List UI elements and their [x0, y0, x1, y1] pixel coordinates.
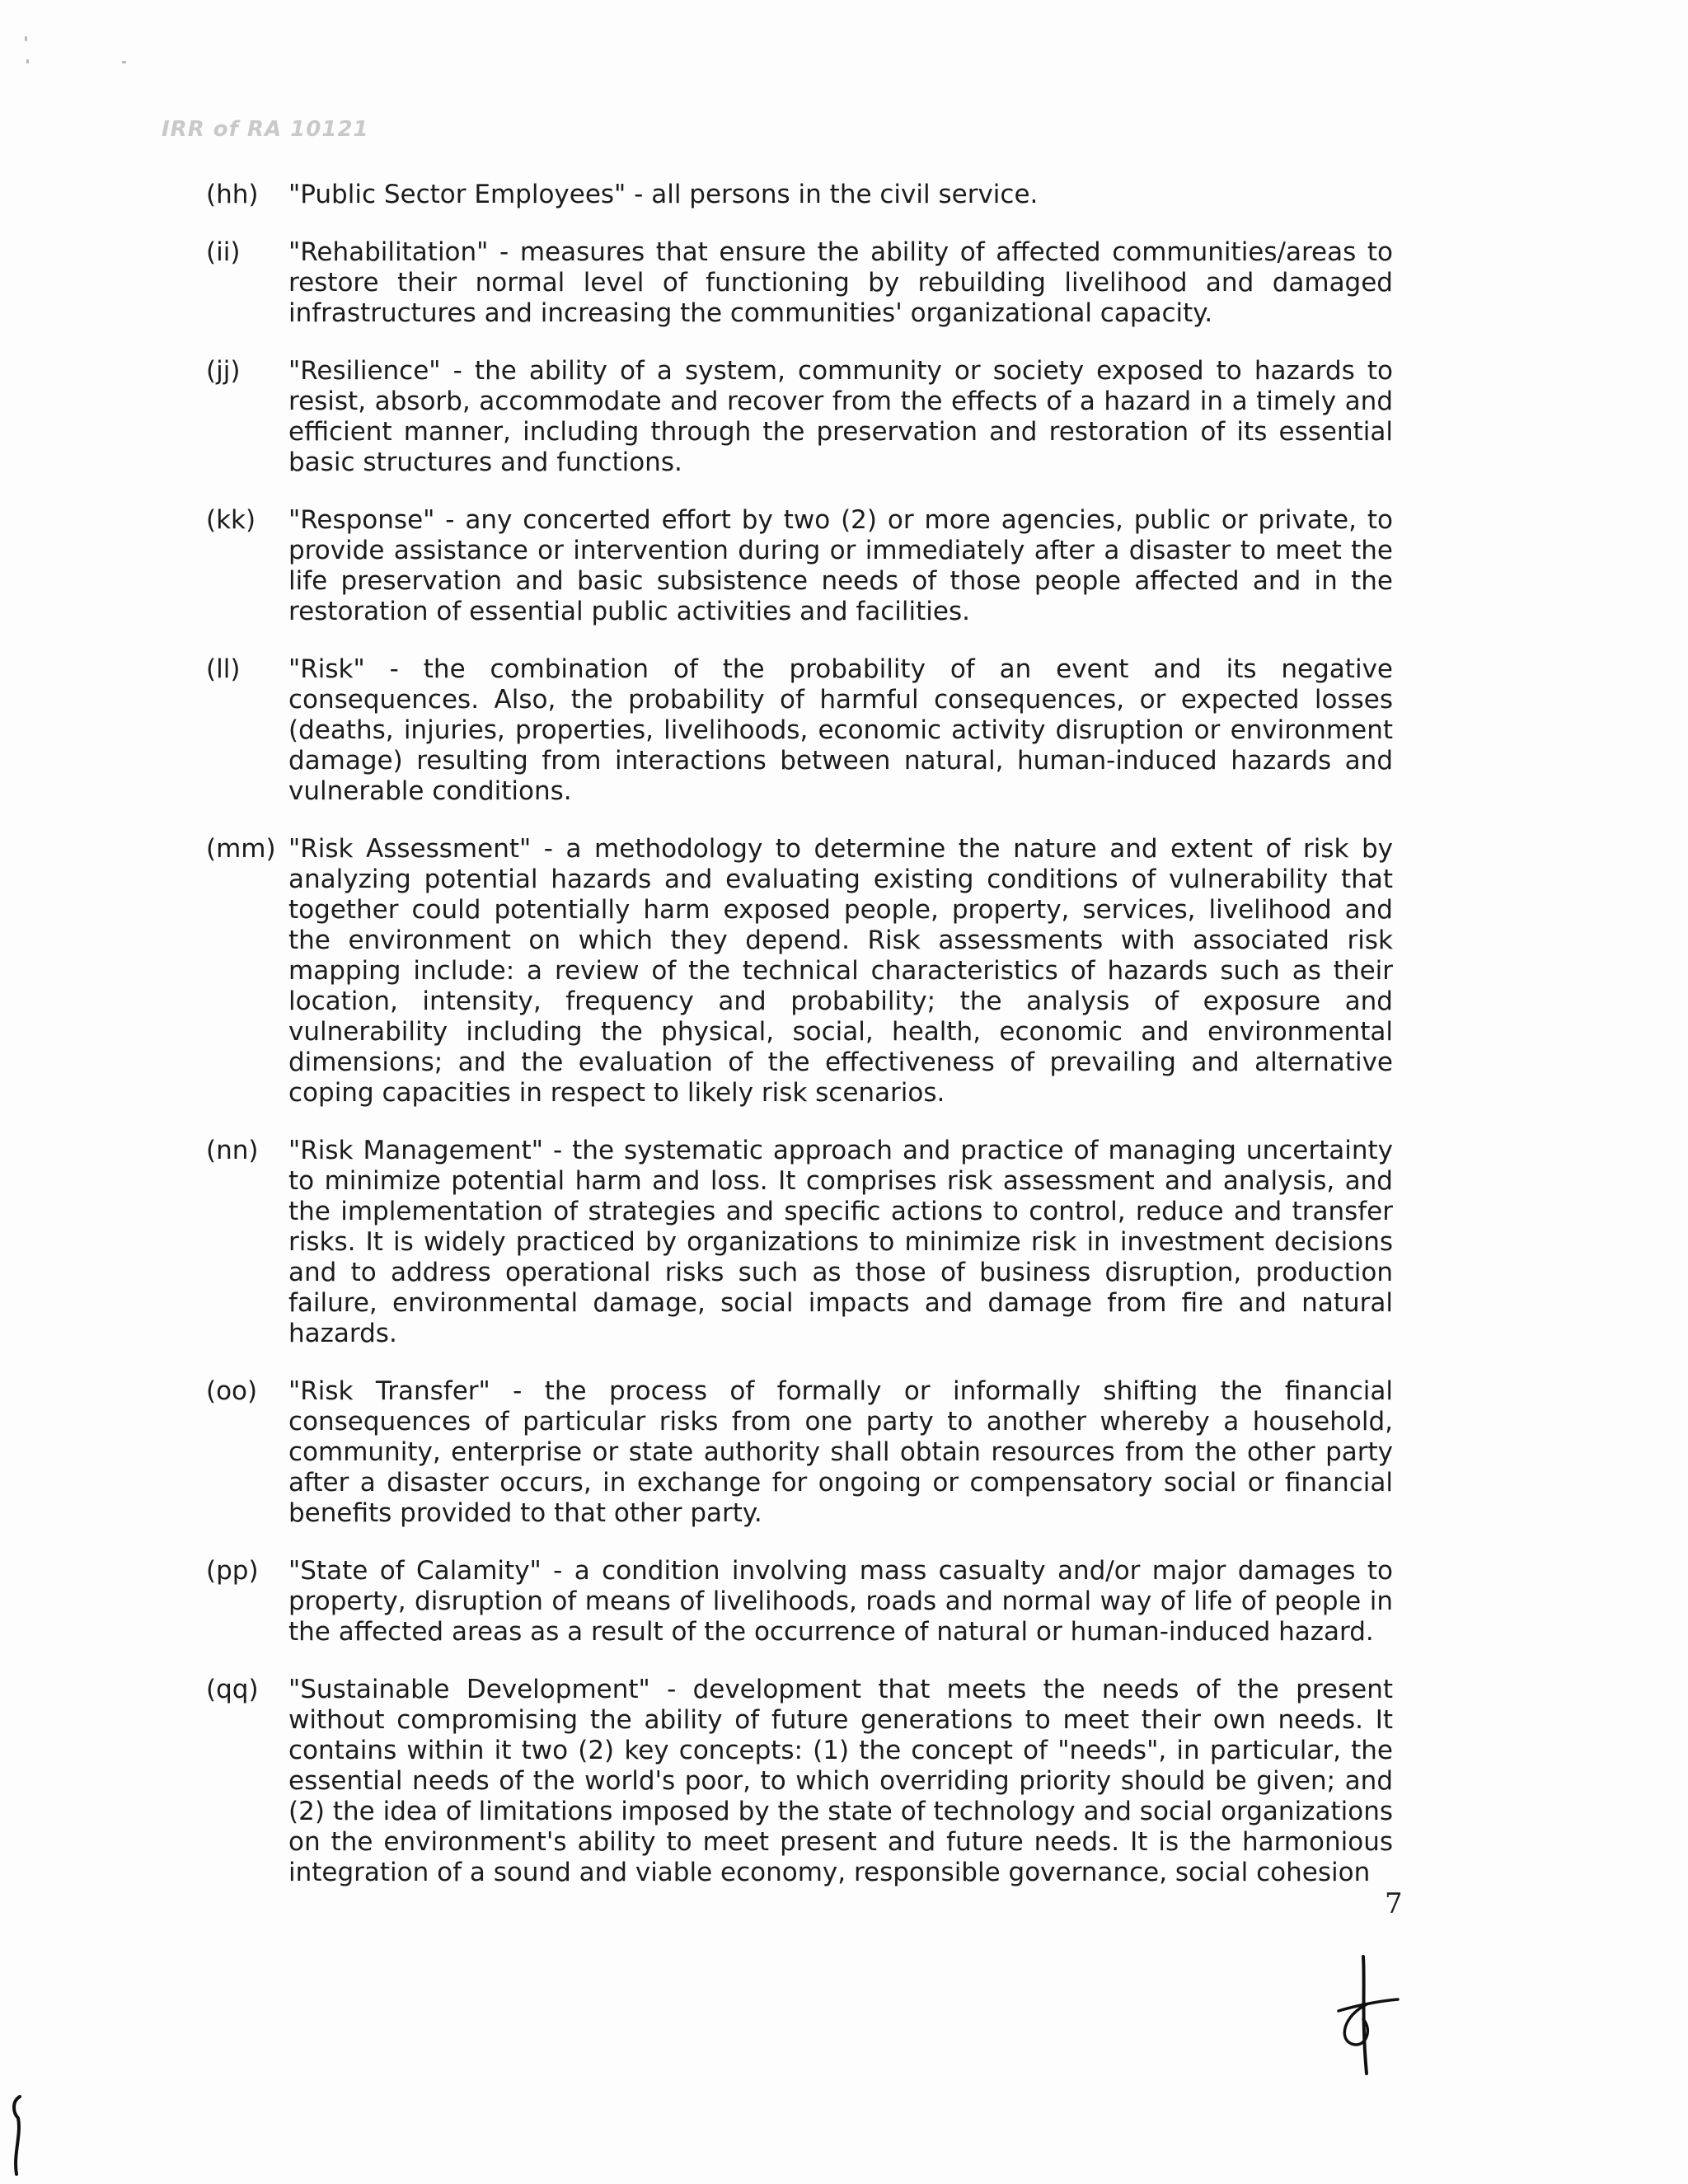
definition-item — [206, 834, 1393, 1108]
definition-text: "Rehabilitation" - measures that ensure the ability of affected communities/areas to restore their normal level of functioning by rebuilding livelihood and damaged infrastructures and increasing the communities' organizational capacity. — [288, 237, 1393, 328]
definition-label: (pp) — [206, 1556, 259, 1586]
definition-label: (hh) — [206, 180, 259, 209]
signature-initial-icon — [1327, 1953, 1401, 2077]
definition-item — [206, 505, 1393, 627]
definition-item — [206, 1376, 1393, 1529]
scan-speck — [26, 59, 29, 63]
definition-item — [206, 237, 1393, 329]
definition-item — [206, 1675, 1393, 1888]
definition-text: "Risk Management" - the systematic approach and practice of managing uncertainty to minimize potential harm and loss. It comprises risk assessment and analysis, and the implementation of strategies and specific actions to control, reduce and transfer risks. It is widely practiced by organizations to minimize risk in investment decisions and to address operational risks such as those of business disruption, production failure, environmental damage, social impacts and damage from fire and natural hazards. — [288, 1136, 1393, 1348]
definition-item — [206, 1136, 1393, 1349]
definition-label: (mm) — [206, 834, 276, 864]
definition-label: (qq) — [206, 1675, 259, 1704]
definition-label: (ll) — [206, 654, 241, 684]
definition-text: "State of Calamity" - a condition involving mass casualty and/or major damages to property, disruption of means of livelihoods, roads and normal way of life of people in the affected areas as a result of the occurrence of natural or human-induced hazard. — [288, 1556, 1393, 1647]
definition-label: (kk) — [206, 505, 256, 535]
definition-text: "Public Sector Employees" - all persons in the civil service. — [288, 180, 1039, 209]
definition-item — [206, 180, 1393, 210]
definition-text: "Response" - any concerted effort by two (2) or more agencies, public or private, to provide assistance or intervention during or immediately after a disaster to meet the life preservation and basic subsistence needs of those people affected and in the restoration of essential public activities and facilities. — [288, 505, 1393, 626]
scan-speck — [122, 61, 126, 63]
definition-text: "Sustainable Development" - development that meets the needs of the present without compromising the ability of future generations to meet their own needs. It contains within it two (2) key concepts: (1) the concept of "needs", in particular, the essential needs of the world's poor, to which overriding priority should be given; and (2) the idea of limitations imposed by the state of technology and social organizations on the environment's ability to meet present and future needs. It is the harmonious integration of a sound and viable economy, responsible governance, social cohesion — [288, 1675, 1393, 1887]
definitions-list — [206, 180, 1393, 1915]
definition-label: (nn) — [206, 1136, 259, 1165]
definition-label: (jj) — [206, 356, 241, 386]
definition-text: "Risk Transfer" - the process of formally or informally shifting the financial consequences of particular risks from one party to another whereby a household, community, enterprise or state authority shall obtain resources from the other party after a disaster occurs, in exchange for ongoing or compensatory social or financial benefits provided to that other party. — [288, 1376, 1393, 1528]
definition-item — [206, 654, 1393, 807]
definition-text: "Risk" - the combination of the probability of an event and its negative consequences. Also, the probability of harmful consequences, or expected losses (deaths, injuries, properties, livelihoods, economic activity disruption or environment damage) resulting from interactions between natural, human-induced hazards and vulnerable conditions. — [288, 654, 1393, 806]
definition-label: (oo) — [206, 1376, 258, 1406]
definition-item — [206, 1556, 1393, 1647]
page-number: 7 — [1385, 1887, 1403, 1920]
scan-speck — [25, 36, 27, 41]
definition-text: "Resilience" - the ability of a system, community or society exposed to hazards to resist, absorb, accommodate and recover from the effects of a hazard in a timely and efficient manner, including through the preservation and restoration of its essential basic structures and functions. — [288, 356, 1393, 477]
signature-mark-icon — [5, 2093, 30, 2176]
definition-text: "Risk Assessment" - a methodology to determine the nature and extent of risk by analyzing potential hazards and evaluating existing conditions of vulnerability that together could potentially harm exposed people, property, services, livelihood and the environment on which they depend. Risk assessments with associated risk mapping include: a review of the technical characteristics of hazards such as their location, intensity, frequency and probability; the analysis of exposure and vulnerability including the physical, social, health, economic and environmental dimensions; and the evaluation of the effectiveness of prevailing and alternative coping capacities in respect to likely risk scenarios. — [288, 834, 1393, 1108]
definition-label: (ii) — [206, 237, 241, 267]
running-head: IRR of RA 10121 — [162, 117, 369, 142]
definition-item — [206, 356, 1393, 478]
